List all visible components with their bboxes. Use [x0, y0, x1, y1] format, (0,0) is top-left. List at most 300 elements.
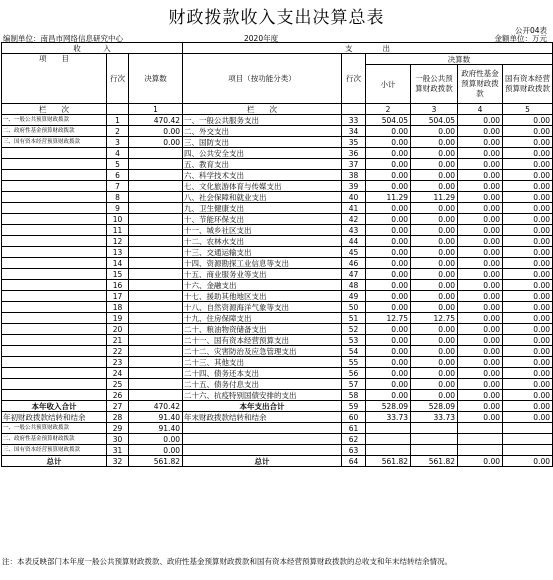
expense-row-no: 56	[342, 368, 366, 379]
state-value: 0.00	[503, 181, 553, 192]
fund-value: 0.00	[458, 170, 503, 181]
subtotal-value: 0.00	[366, 269, 411, 280]
state-value: 0.00	[503, 401, 553, 412]
general-value: 561.82	[411, 456, 458, 467]
income-row-no: 24	[107, 368, 129, 379]
table-row	[2, 357, 553, 368]
income-item	[2, 236, 107, 247]
expense-row-no: 50	[342, 302, 366, 313]
income-amount	[129, 247, 183, 258]
income-row-no: 16	[107, 280, 129, 291]
income-amount	[129, 324, 183, 335]
form-number: 公开04表	[514, 26, 547, 35]
income-amount	[129, 335, 183, 346]
general-value: 0.00	[411, 225, 458, 236]
expense-row-no: 61	[342, 423, 366, 434]
header-row-1	[2, 43, 553, 54]
fund-value: 0.00	[458, 368, 503, 379]
state-value: 0.00	[503, 379, 553, 390]
income-item	[2, 159, 107, 170]
subtotal-value: 0.00	[366, 126, 411, 137]
general-value: 0.00	[411, 302, 458, 313]
row-no2-header: 行次	[342, 54, 366, 104]
fund-value: 0.00	[458, 401, 503, 412]
income-amount: 0.00	[129, 445, 183, 456]
lanci2-label: 栏 次	[183, 104, 342, 115]
expense-item: 二十一、国有资本经营预算支出	[183, 335, 342, 346]
income-row-no: 19	[107, 313, 129, 324]
income-amount	[129, 313, 183, 324]
table-row	[2, 225, 553, 236]
table-row	[2, 335, 553, 346]
fund-value: 0.00	[458, 126, 503, 137]
state-value: 0.00	[503, 368, 553, 379]
expense-item: 一、一般公共服务支出	[183, 115, 342, 126]
subtotal-value: 561.82	[366, 456, 411, 467]
fund-value: 0.00	[458, 335, 503, 346]
expense-row-no: 42	[342, 214, 366, 225]
income-item	[2, 335, 107, 346]
table-row	[2, 258, 553, 269]
state-value	[503, 445, 553, 456]
general-value: 0.00	[411, 269, 458, 280]
income-amount	[129, 379, 183, 390]
subtotal-value: 0.00	[366, 346, 411, 357]
subtotal-value: 11.29	[366, 192, 411, 203]
table-row	[2, 291, 553, 302]
table-row	[2, 115, 553, 126]
income-row-no: 13	[107, 247, 129, 258]
expense-row-no: 39	[342, 181, 366, 192]
fund-header: 政府性基金预算财政拨款	[458, 65, 503, 104]
income-item	[2, 313, 107, 324]
income-amount	[129, 291, 183, 302]
income-amount	[129, 170, 183, 181]
col1-label: 1	[129, 104, 183, 115]
table-row	[2, 126, 553, 137]
subtotal-value: 0.00	[366, 159, 411, 170]
income-row-no: 18	[107, 302, 129, 313]
subtotal-value: 0.00	[366, 137, 411, 148]
general-header: 一般公共预算财政拨款	[411, 65, 458, 104]
expense-row-no: 38	[342, 170, 366, 181]
fund-value: 0.00	[458, 214, 503, 225]
fund-value: 0.00	[458, 412, 503, 423]
general-value: 0.00	[411, 324, 458, 335]
income-amount	[129, 192, 183, 203]
income-row-no: 29	[107, 423, 129, 434]
income-row-no: 17	[107, 291, 129, 302]
fund-value: 0.00	[458, 236, 503, 247]
income-amount	[129, 159, 183, 170]
income-item	[2, 390, 107, 401]
expense-row-no: 43	[342, 225, 366, 236]
subtotal-value: 0.00	[366, 225, 411, 236]
income-amount	[129, 368, 183, 379]
expense-item	[183, 445, 342, 456]
income-item: 总计	[2, 456, 107, 467]
fund-value: 0.00	[458, 357, 503, 368]
expense-item: 七、文化旅游体育与传媒支出	[183, 181, 342, 192]
subtotal-value: 0.00	[366, 258, 411, 269]
income-item	[2, 225, 107, 236]
expense-row-no: 37	[342, 159, 366, 170]
table-row	[2, 181, 553, 192]
fund-value: 0.00	[458, 192, 503, 203]
income-row-no: 25	[107, 379, 129, 390]
fund-value	[458, 434, 503, 445]
income-row-no: 26	[107, 390, 129, 401]
state-value: 0.00	[503, 291, 553, 302]
expense-row-no: 60	[342, 412, 366, 423]
income-row-no: 7	[107, 181, 129, 192]
expense-row-no: 52	[342, 324, 366, 335]
expense-row-no: 54	[342, 346, 366, 357]
expense-row-no: 36	[342, 148, 366, 159]
income-item	[2, 379, 107, 390]
expense-item: 二十、粮油物资储备支出	[183, 324, 342, 335]
subtotal-value	[366, 434, 411, 445]
income-item	[2, 302, 107, 313]
subtotal-value: 0.00	[366, 335, 411, 346]
fund-value	[458, 445, 503, 456]
income-row-no: 15	[107, 269, 129, 280]
income-amount	[129, 280, 183, 291]
income-row-no: 12	[107, 236, 129, 247]
table-row	[2, 346, 553, 357]
subtotal-value: 0.00	[366, 379, 411, 390]
subtotal-value: 0.00	[366, 148, 411, 159]
expense-item: 十一、城乡社区支出	[183, 225, 342, 236]
income-row-no: 21	[107, 335, 129, 346]
expense-item: 三、国防支出	[183, 137, 342, 148]
table-row	[2, 148, 553, 159]
fund-value: 0.00	[458, 137, 503, 148]
income-row-no: 6	[107, 170, 129, 181]
fund-value: 0.00	[458, 379, 503, 390]
lanci-label: 栏 次	[2, 104, 107, 115]
subtotal-value: 0.00	[366, 170, 411, 181]
income-amount: 0.00	[129, 137, 183, 148]
income-row-no: 9	[107, 203, 129, 214]
income-item: 一、一般公共预算财政拨款	[2, 423, 107, 434]
subtotal-value: 33.73	[366, 412, 411, 423]
fund-value: 0.00	[458, 115, 503, 126]
table-row	[2, 302, 553, 313]
subtotal-value: 0.00	[366, 181, 411, 192]
fund-value: 0.00	[458, 225, 503, 236]
income-row-no: 2	[107, 126, 129, 137]
income-amount: 561.82	[129, 456, 183, 467]
income-row-no: 27	[107, 401, 129, 412]
income-item	[2, 247, 107, 258]
subtotal-value: 0.00	[366, 357, 411, 368]
header-row-2	[2, 54, 553, 65]
income-amount	[129, 225, 183, 236]
lanci-row	[2, 104, 553, 115]
fund-value: 0.00	[458, 346, 503, 357]
expense-item: 二十四、债务还本支出	[183, 368, 342, 379]
final-header: 决算数	[366, 54, 553, 65]
general-value: 0.00	[411, 236, 458, 247]
state-value: 0.00	[503, 225, 553, 236]
state-value: 0.00	[503, 137, 553, 148]
currency-unit: 金额单位：万元	[494, 34, 547, 43]
general-value: 0.00	[411, 390, 458, 401]
fund-value: 0.00	[458, 269, 503, 280]
expense-row-no: 48	[342, 280, 366, 291]
general-value: 0.00	[411, 137, 458, 148]
state-value: 0.00	[503, 412, 553, 423]
income-row-no: 1	[107, 115, 129, 126]
subtotal-value: 0.00	[366, 368, 411, 379]
subtotal-value	[366, 445, 411, 456]
expense-header: 支 出	[183, 43, 553, 54]
expense-row-no: 55	[342, 357, 366, 368]
item-header: 项 目	[2, 54, 107, 104]
func-item-header: 项目（按功能分类）	[183, 54, 342, 104]
expense-item: 十九、住房保障支出	[183, 313, 342, 324]
expense-item: 十三、交通运输支出	[183, 247, 342, 258]
income-item: 三、国有资本经营预算财政拨款	[2, 445, 107, 456]
state-value: 0.00	[503, 269, 553, 280]
general-value: 0.00	[411, 170, 458, 181]
income-item	[2, 368, 107, 379]
income-amount	[129, 214, 183, 225]
state-value: 0.00	[503, 115, 553, 126]
income-amount: 0.00	[129, 434, 183, 445]
general-value: 0.00	[411, 126, 458, 137]
general-value	[411, 423, 458, 434]
income-amount	[129, 346, 183, 357]
table-row	[2, 159, 553, 170]
general-value: 0.00	[411, 379, 458, 390]
amount-header: 决算数	[129, 54, 183, 104]
subtotal-value: 0.00	[366, 236, 411, 247]
expense-item: 八、社会保障和就业支出	[183, 192, 342, 203]
subtotal-value: 12.75	[366, 313, 411, 324]
state-value: 0.00	[503, 324, 553, 335]
expense-row-no: 45	[342, 247, 366, 258]
subtotal-value: 528.09	[366, 401, 411, 412]
general-value: 0.00	[411, 346, 458, 357]
state-value: 0.00	[503, 313, 553, 324]
income-row-no: 10	[107, 214, 129, 225]
income-item	[2, 203, 107, 214]
expense-row-no: 53	[342, 335, 366, 346]
income-row-no: 23	[107, 357, 129, 368]
income-amount	[129, 258, 183, 269]
state-value: 0.00	[503, 159, 553, 170]
income-row-no: 32	[107, 456, 129, 467]
fund-value: 0.00	[458, 148, 503, 159]
fund-value: 0.00	[458, 313, 503, 324]
general-value: 0.00	[411, 159, 458, 170]
footnote: 注：本表反映部门本年度一般公共预算财政拨款、政府性基金预算财政拨款和国有资本经营预算财政拨款的总收支和年末结转结余情况。	[2, 557, 452, 566]
income-amount	[129, 148, 183, 159]
general-value: 0.00	[411, 291, 458, 302]
subtotal-value	[366, 423, 411, 434]
subtotal-value: 0.00	[366, 324, 411, 335]
table-row	[2, 324, 553, 335]
table-row	[2, 313, 553, 324]
state-value: 0.00	[503, 148, 553, 159]
expense-item: 四、公共安全支出	[183, 148, 342, 159]
income-row-no: 14	[107, 258, 129, 269]
expense-item: 十四、资源勘探工业信息等支出	[183, 258, 342, 269]
expense-item: 二、外交支出	[183, 126, 342, 137]
general-value: 0.00	[411, 203, 458, 214]
table-row	[2, 269, 553, 280]
subtotal-value: 0.00	[366, 203, 411, 214]
expense-item: 十二、农林水支出	[183, 236, 342, 247]
fund-value: 0.00	[458, 258, 503, 269]
income-item: 一、一般公共预算财政拨款	[2, 115, 107, 126]
state-header: 国有资本经营预算财政拨款	[503, 65, 553, 104]
table-row	[2, 456, 553, 467]
expense-item: 十八、自然资源海洋气象等支出	[183, 302, 342, 313]
income-item	[2, 148, 107, 159]
table-row	[2, 236, 553, 247]
expense-row-no: 63	[342, 445, 366, 456]
state-value: 0.00	[503, 390, 553, 401]
general-value: 0.00	[411, 280, 458, 291]
income-header: 收 入	[2, 43, 183, 54]
general-value: 528.09	[411, 401, 458, 412]
income-amount	[129, 181, 183, 192]
expense-item: 本年支出合计	[183, 401, 342, 412]
expense-item: 九、卫生健康支出	[183, 203, 342, 214]
state-value	[503, 434, 553, 445]
subtotal-value: 504.05	[366, 115, 411, 126]
expense-item: 二十三、其他支出	[183, 357, 342, 368]
expense-row-no: 59	[342, 401, 366, 412]
general-value: 0.00	[411, 335, 458, 346]
fund-value: 0.00	[458, 181, 503, 192]
income-item	[2, 181, 107, 192]
income-amount: 91.40	[129, 423, 183, 434]
income-amount: 470.42	[129, 115, 183, 126]
table-row	[2, 445, 553, 456]
col3-label: 3	[411, 104, 458, 115]
income-item	[2, 357, 107, 368]
state-value: 0.00	[503, 192, 553, 203]
col2-label: 2	[366, 104, 411, 115]
expense-row-no: 34	[342, 126, 366, 137]
income-row-no: 3	[107, 137, 129, 148]
fund-value: 0.00	[458, 203, 503, 214]
income-row-no: 31	[107, 445, 129, 456]
table-row	[2, 379, 553, 390]
general-value: 0.00	[411, 258, 458, 269]
fund-value: 0.00	[458, 302, 503, 313]
income-amount: 470.42	[129, 401, 183, 412]
subtotal-value: 0.00	[366, 214, 411, 225]
income-row-no: 22	[107, 346, 129, 357]
report-title: 财政拨款收入支出决算总表	[168, 8, 385, 28]
subtotal-value: 0.00	[366, 291, 411, 302]
state-value: 0.00	[503, 346, 553, 357]
expense-item: 十六、金融支出	[183, 280, 342, 291]
state-value	[503, 423, 553, 434]
income-item: 二、政府性基金预算财政拨款	[2, 434, 107, 445]
table-row	[2, 192, 553, 203]
expense-item: 二十二、灾害防治及应急管理支出	[183, 346, 342, 357]
state-value: 0.00	[503, 236, 553, 247]
income-amount	[129, 236, 183, 247]
income-item	[2, 324, 107, 335]
income-row-no: 4	[107, 148, 129, 159]
expense-item: 十五、商业服务业等支出	[183, 269, 342, 280]
general-value: 0.00	[411, 148, 458, 159]
income-amount	[129, 390, 183, 401]
expense-item	[183, 423, 342, 434]
expense-item	[183, 434, 342, 445]
budget-table	[1, 42, 553, 467]
state-value: 0.00	[503, 214, 553, 225]
fund-value: 0.00	[458, 291, 503, 302]
table-row	[2, 247, 553, 258]
general-value: 0.00	[411, 247, 458, 258]
income-amount	[129, 203, 183, 214]
expense-item: 年末财政拨款结转和结余	[183, 412, 342, 423]
fiscal-year: 2020年度	[244, 34, 279, 43]
expense-row-no: 47	[342, 269, 366, 280]
table-row	[2, 137, 553, 148]
income-item: 年初财政拨款结转和结余	[2, 412, 107, 423]
expense-row-no: 40	[342, 192, 366, 203]
income-amount	[129, 302, 183, 313]
general-value	[411, 434, 458, 445]
fund-value: 0.00	[458, 324, 503, 335]
general-value: 0.00	[411, 181, 458, 192]
state-value: 0.00	[503, 456, 553, 467]
state-value: 0.00	[503, 126, 553, 137]
expense-item: 二十六、抗疫特别国债安排的支出	[183, 390, 342, 401]
subtotal-value: 0.00	[366, 302, 411, 313]
state-value: 0.00	[503, 357, 553, 368]
income-row-no: 20	[107, 324, 129, 335]
income-item	[2, 258, 107, 269]
table-row	[2, 423, 553, 434]
expense-row-no: 58	[342, 390, 366, 401]
general-value: 0.00	[411, 357, 458, 368]
table-row	[2, 412, 553, 423]
income-item	[2, 280, 107, 291]
expense-item: 六、科学技术支出	[183, 170, 342, 181]
subtotal-value: 0.00	[366, 247, 411, 258]
income-item	[2, 170, 107, 181]
state-value: 0.00	[503, 335, 553, 346]
general-value: 504.05	[411, 115, 458, 126]
fund-value	[458, 423, 503, 434]
income-amount: 91.40	[129, 412, 183, 423]
income-item	[2, 192, 107, 203]
expense-row-no: 62	[342, 434, 366, 445]
table-row	[2, 170, 553, 181]
col4-label: 4	[458, 104, 503, 115]
expense-row-no: 41	[342, 203, 366, 214]
income-amount	[129, 269, 183, 280]
subtotal-header: 小计	[366, 65, 411, 104]
income-amount	[129, 357, 183, 368]
general-value: 11.29	[411, 192, 458, 203]
expense-row-no: 46	[342, 258, 366, 269]
state-value: 0.00	[503, 170, 553, 181]
general-value	[411, 445, 458, 456]
state-value: 0.00	[503, 258, 553, 269]
expense-row-no: 44	[342, 236, 366, 247]
